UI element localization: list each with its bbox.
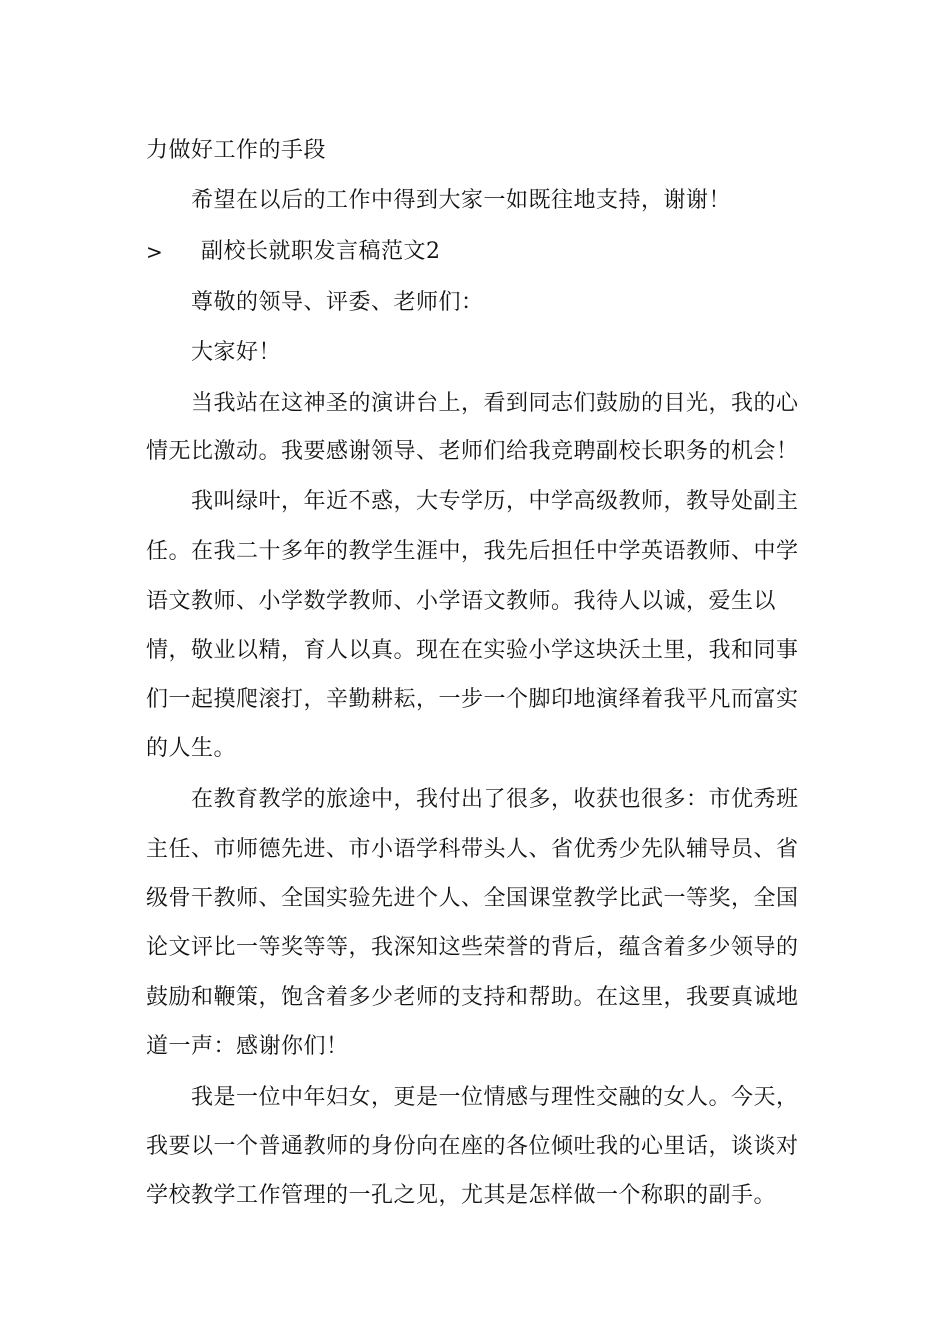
paragraph-line: 情，敬业以精，育人以真。现在在实验小学这块沃土里，我和同事	[146, 638, 799, 663]
section-heading-text: 副校长就职发言稿范文2	[201, 239, 441, 264]
paragraph-line: 我是一位中年妇女，更是一位情感与理性交融的女人。今天，	[191, 1085, 799, 1110]
paragraph-line: 我要以一个普通教师的身份向在座的各位倾吐我的心里话，谈谈对	[146, 1134, 799, 1159]
paragraph-line: 情无比激动。我要感谢领导、老师们给我竞聘副校长职务的机会！	[146, 439, 799, 464]
section-heading	[146, 238, 816, 267]
chevron-right-icon: >	[146, 240, 163, 264]
paragraph-line: 道一声：感谢你们！	[146, 1034, 349, 1059]
paragraph-line: 鼓励和鞭策，饱含着多少老师的支持和帮助。在这里，我要真诚地	[146, 985, 799, 1010]
paragraph-line: 的人生。	[146, 736, 237, 761]
paragraph-line: 当我站在这神圣的演讲台上，看到同志们鼓励的目光，我的心	[191, 391, 799, 416]
paragraph-line: 在教育教学的旅途中，我付出了很多，收获也很多：市优秀班	[191, 787, 799, 812]
paragraph-line: 学校教学工作管理的一孔之见，尤其是怎样做一个称职的副手。	[146, 1183, 777, 1208]
paragraph-line: 力做好工作的手段	[146, 138, 327, 163]
paragraph-line: 们一起摸爬滚打，辛勤耕耘，一步一个脚印地演绎着我平凡而富实	[146, 687, 799, 712]
paragraph-line: 级骨干教师、全国实验先进个人、全国课堂教学比武一等奖，全国	[146, 886, 799, 911]
paragraph-line: 论文评比一等奖等等，我深知这些荣誉的背后，蕴含着多少领导的	[146, 935, 799, 960]
paragraph-line: 希望在以后的工作中得到大家一如既往地支持，谢谢！	[191, 188, 732, 213]
paragraph-line: 任。在我二十多年的教学生涯中，我先后担任中学英语教师、中学	[146, 539, 799, 564]
paragraph-line: 主任、市师德先进、市小语学科带头人、省优秀少先队辅导员、省	[146, 837, 799, 862]
salutation-line: 尊敬的领导、评委、老师们：	[191, 290, 484, 315]
paragraph-line: 我叫绿叶，年近不惑，大专学历，中学高级教师，教导处副主	[191, 489, 799, 514]
paragraph-line: 语文教师、小学数学教师、小学语文教师。我待人以诚，爱生以	[146, 589, 777, 614]
greeting-line: 大家好！	[191, 340, 282, 365]
